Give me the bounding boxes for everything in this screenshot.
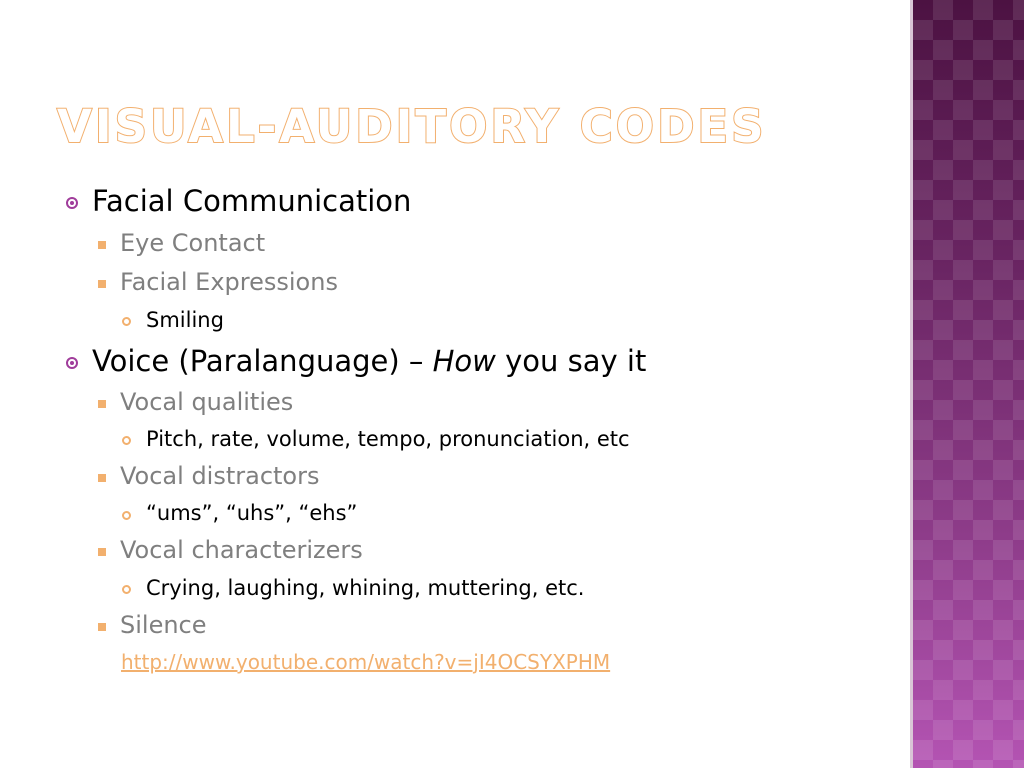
bullet-eye-contact: Eye Contact xyxy=(120,229,266,257)
bullet-silence: Silence xyxy=(120,611,207,639)
bullet-facial-expressions: Facial Expressions xyxy=(120,268,338,296)
bullet-facial-communication: Facial Communication xyxy=(92,184,412,218)
level3-bullet-icon xyxy=(122,436,131,445)
youtube-link[interactable]: http://www.youtube.com/watch?v=jI4OCSYXPHM xyxy=(121,650,611,674)
level1-bullet-icon xyxy=(66,197,78,209)
voice-how: How xyxy=(432,344,496,378)
level2-bullet-icon xyxy=(98,241,106,249)
level3-bullet-icon xyxy=(122,585,131,594)
slide-title: VISUAL-AUDITORY CODES xyxy=(57,100,767,153)
level2-bullet-icon xyxy=(98,400,106,408)
voice-prefix: Voice (Paralanguage) – xyxy=(92,344,433,378)
bullet-vocal-characterizers-detail: Crying, laughing, whining, muttering, etc. xyxy=(146,576,585,600)
decorative-side-band xyxy=(913,0,1024,768)
bullet-vocal-qualities: Vocal qualities xyxy=(120,388,294,416)
bullet-voice xyxy=(92,344,646,378)
bullet-vocal-qualities-detail: Pitch, rate, volume, tempo, pronunciation, etc xyxy=(146,427,630,451)
level1-bullet-icon xyxy=(66,357,78,369)
level2-bullet-icon xyxy=(98,280,106,288)
bullet-vocal-distractors-detail: “ums”, “uhs”, “ehs” xyxy=(146,501,358,525)
bullet-vocal-characterizers: Vocal characterizers xyxy=(120,536,363,564)
voice-suffix: you say it xyxy=(495,344,647,378)
bullet-smiling: Smiling xyxy=(146,308,224,332)
bullet-vocal-distractors: Vocal distractors xyxy=(120,462,320,490)
level2-bullet-icon xyxy=(98,623,106,631)
level3-bullet-icon xyxy=(122,511,131,520)
level2-bullet-icon xyxy=(98,474,106,482)
level3-bullet-icon xyxy=(122,317,131,326)
level2-bullet-icon xyxy=(98,548,106,556)
